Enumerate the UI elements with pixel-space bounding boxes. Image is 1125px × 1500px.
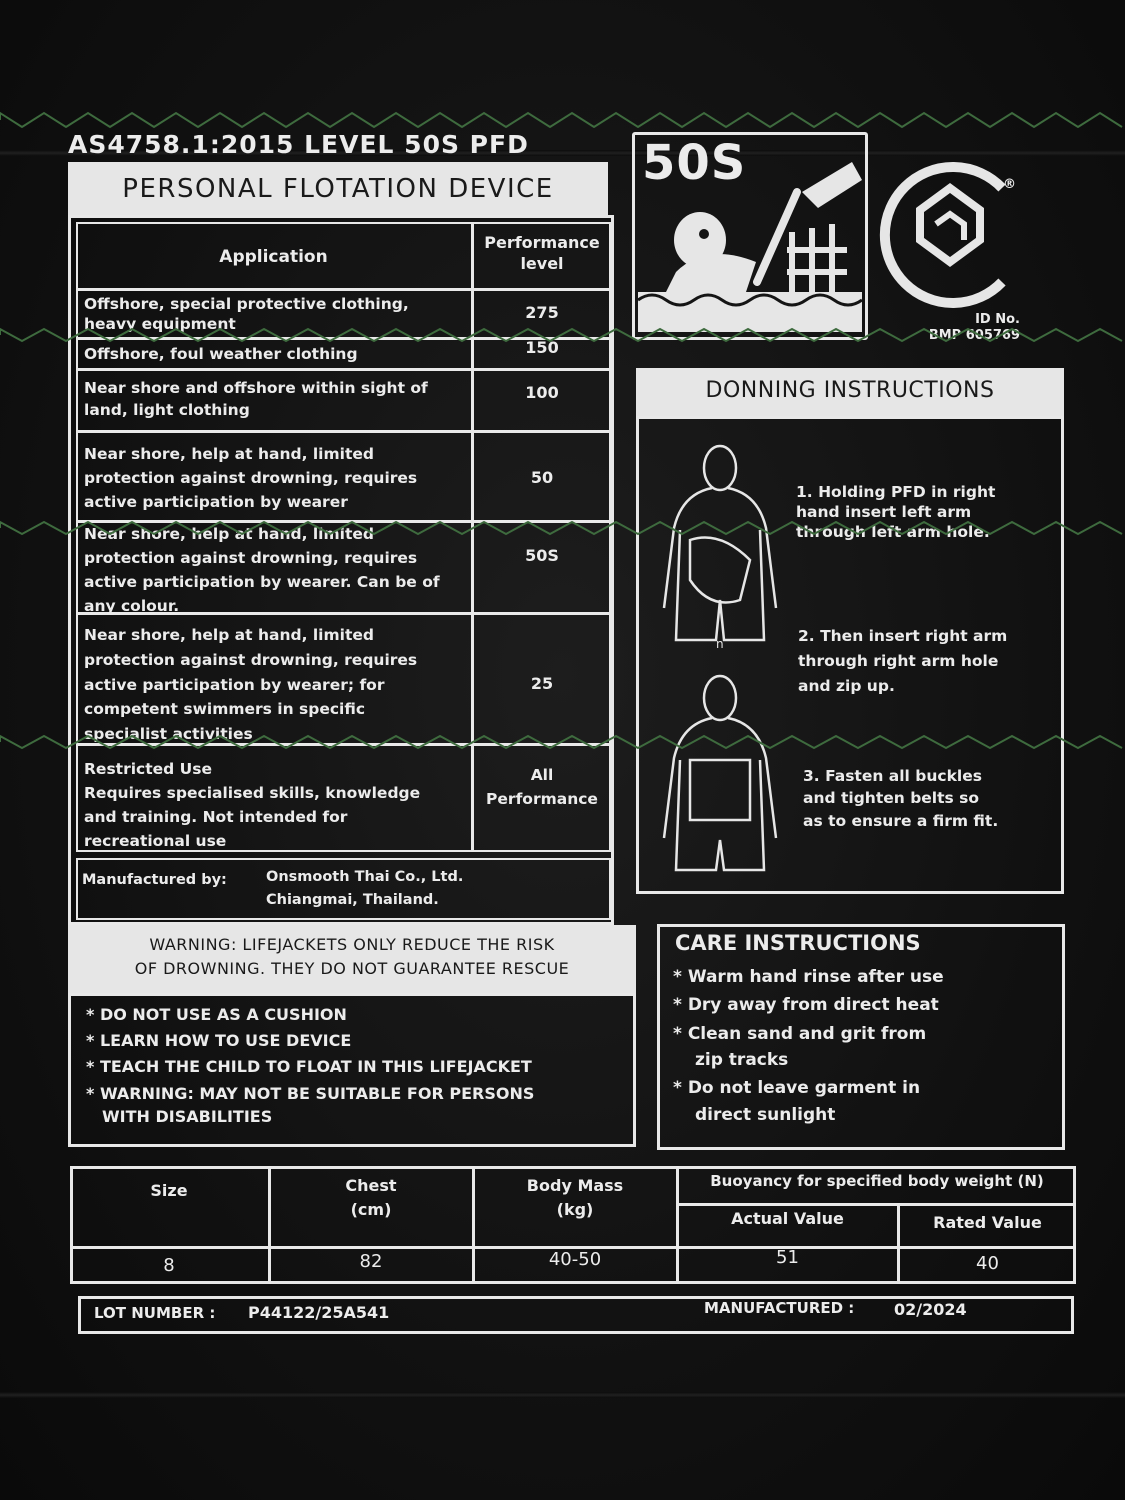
- cell-size: 8: [163, 1255, 175, 1276]
- donning-step-2: 2. Then insert right arm through right arm hole and zip up.: [798, 627, 1008, 696]
- header-size: Size: [150, 1181, 188, 1200]
- care-item: * Clean sand and grit from zip tracks: [673, 1023, 927, 1071]
- manufactured-label: MANUFACTURED :: [704, 1299, 855, 1317]
- standard-header: AS4758.1:2015 LEVEL 50S PFD: [68, 130, 529, 159]
- warning-banner: WARNING: LIFEJACKETS ONLY REDUCE THE RISK OF DROWNING. THEY DO NOT GUARANTEE RESCUE: [68, 925, 636, 995]
- swimmer-body: [666, 254, 756, 292]
- cell-actual-value: 51: [776, 1247, 799, 1268]
- header-performance-level: Performance level: [484, 233, 600, 274]
- level-50s-pictogram-art: [632, 132, 868, 340]
- table-row-application: Offshore, foul weather clothing: [84, 345, 358, 363]
- helping-hand: [802, 162, 862, 208]
- table-row-level: 100: [525, 383, 559, 402]
- donning-step-1: 1. Holding PFD in right hand insert left arm through left arm hole.: [796, 483, 996, 542]
- registered-mark: ®: [1003, 177, 1016, 192]
- table-row-level: 50: [530, 468, 554, 487]
- donning-figure-1: [664, 446, 776, 640]
- care-title: CARE INSTRUCTIONS: [675, 931, 921, 955]
- table-row-application: Offshore, special protective clothing, heavy equipment: [84, 295, 409, 333]
- table-row-level: 150: [525, 338, 559, 357]
- warning-item: * WARNING: MAY NOT BE SUITABLE FOR PERSONS WITH DISABILITIES: [86, 1083, 535, 1126]
- table-row-application: Near shore and offshore within sight of land, light clothing: [84, 379, 428, 420]
- lot-label: LOT NUMBER :: [94, 1304, 216, 1322]
- warnings-list: [86, 1003, 626, 1128]
- table-row-application: Near shore, help at hand, limited protection against drowning, requires active participation by wearer; for competent swimmers in specific specialist activities: [84, 626, 418, 744]
- warning-item: * DO NOT USE AS A CUSHION: [86, 1005, 347, 1024]
- donning-title: DONNING INSTRUCTIONS: [636, 368, 1064, 418]
- donning-figure-2: [664, 676, 776, 870]
- header-chest: Chest (cm): [345, 1176, 397, 1219]
- fabric-seam-bottom: [0, 1392, 1125, 1398]
- header-buoyancy: Buoyancy for specified body weight (N): [710, 1172, 1044, 1190]
- header-rated-value: Rated Value: [933, 1213, 1042, 1232]
- warning-item: * TEACH THE CHILD TO FLOAT IN THIS LIFEJACKET: [86, 1057, 532, 1077]
- table-row-application: Near shore, help at hand, limited protection against drowning, requires active participation by wearer. Can be of any colour.: [84, 525, 440, 616]
- stitch-line: [0, 113, 1122, 127]
- cell-chest: 82: [359, 1251, 383, 1272]
- svg-text:n: n: [716, 637, 724, 651]
- header-body-mass: Body Mass (kg): [526, 1176, 624, 1219]
- cell-rated-value: 40: [976, 1253, 999, 1274]
- table-row-application: Near shore, help at hand, limited protection against drowning, requires active participation by wearer: [84, 445, 418, 512]
- care-item: * Dry away from direct heat: [673, 995, 939, 1016]
- jetty: [787, 224, 847, 292]
- table-row-application: Restricted Use Requires specialised skills, knowledge and training. Not intended for recreational use: [84, 760, 421, 851]
- table-row-level: 25: [530, 674, 554, 693]
- care-list: [673, 964, 1053, 1128]
- care-item: * Warm hand rinse after use: [673, 967, 944, 987]
- header-actual-value: Actual Value: [731, 1209, 844, 1228]
- manufactured-date: 02/2024: [894, 1300, 967, 1319]
- id-number: ID No. BMP 605769: [928, 312, 1020, 343]
- header-application: Application: [219, 247, 328, 267]
- donning-step-3: 3. Fasten all buckles and tighten belts so as to ensure a firm fit.: [803, 767, 999, 830]
- manufacturer-value: Onsmooth Thai Co., Ltd. Chiangmai, Thailand.: [266, 869, 464, 909]
- table-row-level: All Performance: [486, 766, 598, 809]
- table-row-level: 50S: [525, 546, 559, 565]
- care-item: * Do not leave garment in direct sunlight: [673, 1078, 921, 1125]
- lot-number: P44122/25A541: [248, 1303, 390, 1322]
- warning-item: * LEARN HOW TO USE DEVICE: [86, 1031, 352, 1051]
- level-badge: 50S: [642, 135, 747, 191]
- table-row-level: 275: [525, 303, 559, 322]
- manufacturer-label: Manufactured by:: [82, 872, 227, 888]
- device-title: PERSONAL FLOTATION DEVICE: [68, 162, 608, 217]
- cell-body-mass: 40-50: [548, 1249, 602, 1270]
- donning-figures: [650, 430, 790, 890]
